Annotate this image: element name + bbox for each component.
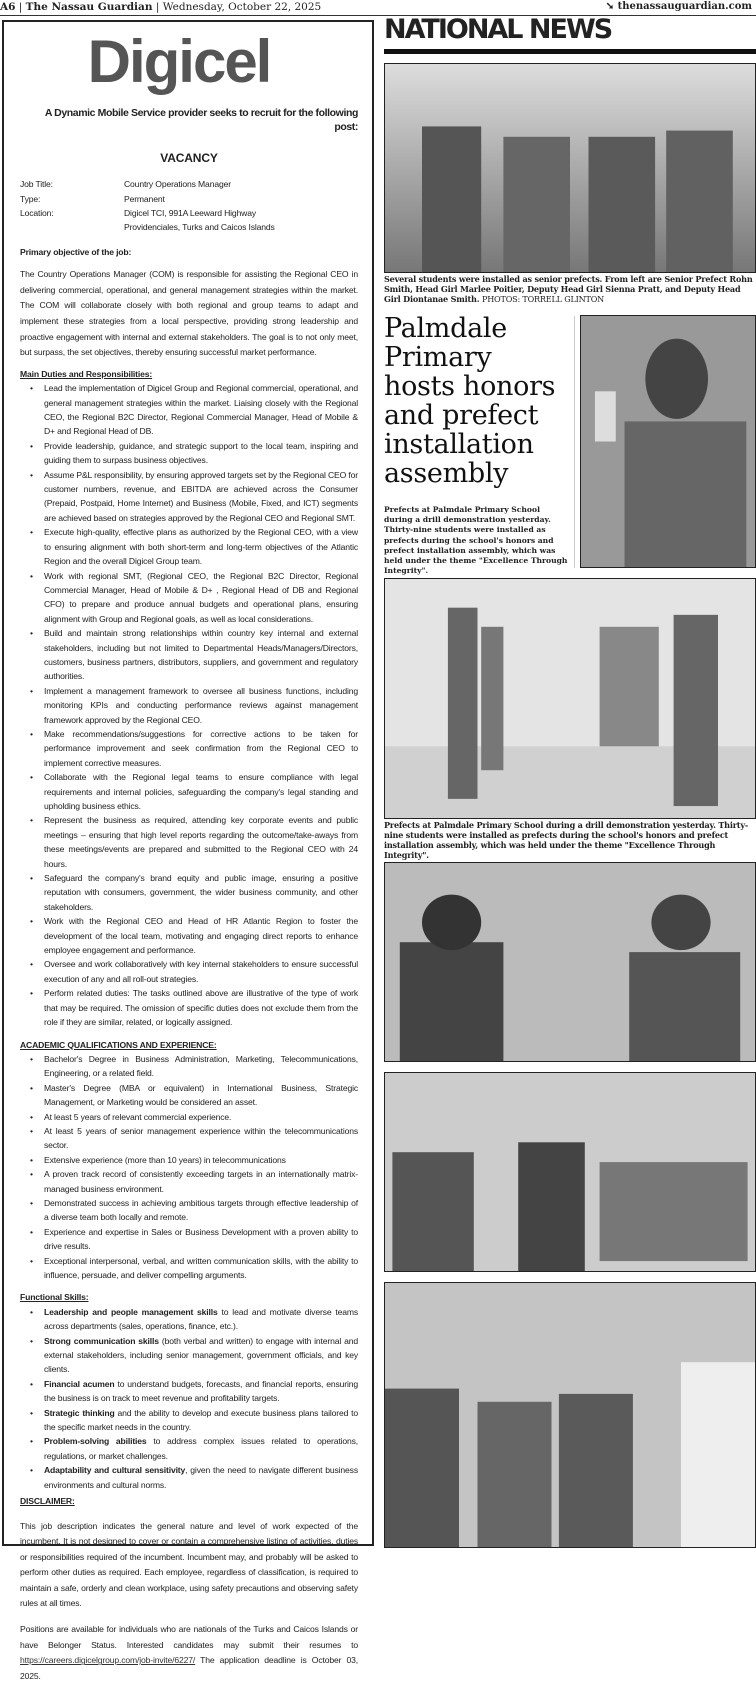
site-link[interactable]: ➘ thenassauguardian.com xyxy=(605,1,752,12)
duty-item: • Execute high-quality, effective plans as authorized by the Regional CEO, with a view to ensuring alignment with both short-term and long-term objectives of the Atlantic Region and the overall Digicel Group team. xyxy=(44,525,358,568)
duty-item: • Perform related duties: The tasks outlined above are illustrative of the type of work that may be required. The omission of specific duties does not exclude them from the role if they are similar, related, or logically assigned. xyxy=(44,986,358,1029)
duty-item: • Work with regional SMT, (Regional CEO, the Regional B2C Director, Regional Commercial Manager, Head of Mobile & D+ , Regional Head of DB and Regional CFO) to prepare and produce annual budgets and operational plans, ensuring alignment with Group and Regional goals, as well as local considerations. xyxy=(44,569,358,627)
duties-list xyxy=(20,381,358,1029)
photo-students-assembly xyxy=(384,1282,756,1548)
digicel-logo: Digicel xyxy=(87,28,271,95)
vacancy-title: VACANCY xyxy=(160,150,218,165)
national-news-section xyxy=(384,14,756,54)
skill-description: and the ability to develop and execute business plans tailored to the specific market needs in the country. xyxy=(44,1407,358,1433)
disclaimer-text: This job description indicates the general nature and level of work expected of the incumbent. It is not designed to cover or contain a comprehensive listing of activities, duties or responsibilities required of the incumbent. Incumbent may, and probably will be asked to perform other duties as required. Each employee, regardless of classification, is required to maintain a safe, orderly and clean workplace, using safety precautions and observing safety rules at all times. xyxy=(20,1520,358,1609)
job-field-value: Digicel TCI, 991A Leeward Highway xyxy=(124,208,256,219)
qualification-item: • At least 5 years of senior management experience within the telecommunications sector. xyxy=(44,1124,358,1153)
paper-name: The Nassau Guardian xyxy=(25,1,153,13)
job-fields xyxy=(20,177,358,235)
skill-name: Leadership and people management skills xyxy=(44,1306,218,1317)
qualification-item: • At least 5 years of relevant commercial experience. xyxy=(44,1110,358,1124)
photo-students-marching xyxy=(384,862,756,1062)
skill-description: to address complex issues related to operations, regulations, or market challenges. xyxy=(44,1436,358,1461)
article-headline[interactable]: Palmdale Primary hosts honors and prefect installation assembly xyxy=(384,313,556,489)
article-deck: Prefects at Palmdale Primary School during a drill demonstration yesterday. Thirty-nine students were installed as prefects during the school's honors and prefect installation assembly, which was held under the theme "Excellence Through Integrity". xyxy=(384,505,568,576)
duty-item: • Build and maintain strong relationships within country key internal and external stakeholders, including but not limited to Departmental Heads/Managers/Directors, customers, business partners, distributors, suppliers, and government and regulatory authorities. xyxy=(44,626,358,684)
skill-name: Strong communication skills xyxy=(44,1335,159,1346)
skill-description: to lead and motivate diverse teams across departments (sales, operations, finance, etc.). xyxy=(44,1306,358,1332)
duty-item: • Lead the implementation of Digicel Group and Regional commercial, operational, and general management strategies within the market. Liaising closely with the Regional CEO, the Regional B2C Director, Regional Commercial Manager, Head of Mobile & D+ and Regional Head of DB. xyxy=(44,381,358,439)
issue-date: Wednesday, October 22, 2025 xyxy=(162,1,322,13)
duty-item: • Assume P&L responsibility, by ensuring approved targets set by the Regional CEO for customer numbers, revenue, and EBITDA are achieved across the Consumer (Prepaid, Postpaid, Home Internet) and Business (Mobile, Fixed, and ICT) segments are achieved based on strategies approved by the Regional CEO and Regional SMT. xyxy=(44,468,358,526)
skill-name: Strategic thinking xyxy=(44,1407,115,1418)
skill-description: , given the need to navigate different business environments and cultural norms. xyxy=(44,1465,358,1490)
duty-item: • Implement a management framework to oversee all business functions, including monitoring KPIs and conducting performance reviews against management framework approved by the Regional CEO. xyxy=(44,684,358,727)
photo-students-lineup xyxy=(384,1072,756,1272)
skill-name: Adaptability and cultural sensitivity xyxy=(44,1465,186,1476)
photo-caption-2: Prefects at Palmdale Primary School during a drill demonstration yesterday. Thirty-nine students were installed as prefects during the school's honors and prefect installation assembly, which was held under the theme "Excellence Through Integrity". xyxy=(384,820,749,860)
skills-list xyxy=(20,1305,358,1492)
job-field-row xyxy=(20,177,358,191)
skills-heading: Functional Skills: xyxy=(20,1292,89,1303)
duty-item: • Provide leadership, guidance, and strategic support to the local team, inspiring and guiding them to surpass business objectives. xyxy=(44,439,358,468)
skill-item xyxy=(44,1406,358,1435)
job-field-row xyxy=(20,192,358,206)
closing-text: Positions are available for individuals who are nationals of the Turks and Caicos Islands or have Belonger Status. Interested candidates may submit their resumes to https://careers.digicelgroup.com/job-invite/6227/ The application deadline is October 03, 2025. xyxy=(20,1624,358,1681)
duty-item: • Oversee and work collaboratively with key internal stakeholders to ensure successful execution of any and all roll-out strategies. xyxy=(44,957,358,986)
skill-description: (both verbal and written) to engage with internal and external stakeholders, including senior management, government officials, and key clients. xyxy=(44,1335,359,1375)
skill-item xyxy=(44,1377,358,1406)
section-title: NATIONAL NEWS xyxy=(384,14,612,45)
ad-tagline: A Dynamic Mobile Service provider seeks to recruit for the following post: xyxy=(44,107,358,134)
photo-drill-demonstration xyxy=(384,578,756,819)
skill-name: Problem-solving abilities xyxy=(44,1436,147,1447)
qualifications-heading: ACADEMIC QUALIFICATIONS AND EXPERIENCE: xyxy=(20,1039,217,1050)
qualification-item: • Demonstrated success in achieving ambitious targets through effective leadership of a diverse team both locally and remote. xyxy=(44,1196,358,1225)
careers-link[interactable]: https://careers.digicelgroup.com/job-invite/6227/ xyxy=(20,1655,196,1666)
photo-caption-1: Several students were installed as senior prefects. From left are Senior Prefect Rohn Smith, Head Girl Marlee Poitier, Deputy Head Girl Sienna Pratt, and Deputy Head Girl Diontanae Smith. PHOTOS: TORRELL GLINTON xyxy=(384,274,753,304)
qualification-item: • Exceptional interpersonal, verbal, and written communication skills, with the ability to influence, persuade, and deliver compelling arguments. xyxy=(44,1254,358,1283)
qualification-item: • Bachelor's Degree in Business Administration, Marketing, Telecommunications, Engineering, or a related field. xyxy=(44,1052,358,1081)
skill-item xyxy=(44,1305,358,1334)
job-advertisement xyxy=(2,20,374,1681)
job-field-value: Country Operations Manager xyxy=(124,179,231,190)
duty-item: • Work with the Regional CEO and Head of HR Atlantic Region to foster the development of the local team, motivating and engaging direct reports to enhance employee engagement and performance. xyxy=(44,914,358,957)
column-divider xyxy=(574,316,575,568)
job-field-label: Type: xyxy=(20,193,41,204)
qualification-item: • Experience and expertise in Sales or Business Development with a proven ability to drive results. xyxy=(44,1225,358,1254)
job-field-value: Providenciales, Turks and Caicos Islands xyxy=(124,222,275,233)
duty-item: • Represent the business as required, attending key corporate events and public meetings – ensuring that high level reports regarding the outcome/take-aways from these meetings/events are prepared and submitted to the Regional CEO with 24 hours. xyxy=(44,813,358,871)
duty-item: • Collaborate with the Regional legal teams to ensure compliance with legal requirements and internal policies, safeguarding the company's legal standing and upholding business ethics. xyxy=(44,770,358,813)
skill-name: Financial acumen xyxy=(44,1378,115,1389)
objective-heading: Primary objective of the job: xyxy=(20,246,132,257)
job-field-row xyxy=(20,220,358,234)
qualifications-list xyxy=(20,1052,358,1283)
page-header: A6 | The Nassau Guardian | Wednesday, October 22, 2025 ➘ thenassauguardian.com xyxy=(0,0,756,16)
job-field-label: Location: xyxy=(20,208,54,219)
duty-item: • Make recommendations/suggestions for corrective actions to be taken for performance improvement and seek confirmation from the Regional CEO to implement corrective measures. xyxy=(44,727,358,770)
qualification-item: • A proven track record of consistently exceeding targets in an internationally matrix-managed business environment. xyxy=(44,1167,358,1196)
qualification-item: • Master's Degree (MBA or equivalent) in International Business, Strategic Management, or Marketing would be considered an asset. xyxy=(44,1081,358,1110)
qualification-item: • Extensive experience (more than 10 years) in telecommunications xyxy=(44,1153,358,1167)
photo-senior-prefects xyxy=(384,63,756,273)
disclaimer-heading: DISCLAIMER: xyxy=(20,1496,75,1507)
skill-item xyxy=(44,1434,358,1463)
duty-item: • Safeguard the company's brand equity and public image, ensuring a positive reputation with consumers, government, the wider business community, and other stakeholders. xyxy=(44,871,358,914)
photo-credit: PHOTOS: TORRELL GLINTON xyxy=(481,294,605,304)
duties-heading: Main Duties and Responsibilities: xyxy=(20,368,153,379)
job-field-label xyxy=(20,220,124,234)
page-number: A6 xyxy=(0,1,16,13)
job-field-label: Job Title: xyxy=(20,179,53,190)
section-rule xyxy=(384,49,756,54)
skill-item xyxy=(44,1463,358,1492)
photo-prefect-pledge xyxy=(580,315,756,568)
skill-description: to understand budgets, forecasts, and financial reports, ensuring the business is on track to meet revenue and profitability targets. xyxy=(44,1378,359,1404)
job-field-value: Permanent xyxy=(124,193,165,204)
objective-text: The Country Operations Manager (COM) is responsible for assisting the Regional CEO in delivering commercial, operational, and general management strategies within the market. The COM will collaborate closely with both regional and group teams to adapt and implement these strategies from a local perspective, providing strong leadership and proactive engagement with internal and external stakeholders. The goal is to not only meet, but surpass, the set objectives, thereby ensuring successful market performance. xyxy=(20,269,358,358)
job-field-row xyxy=(20,206,358,220)
skill-item xyxy=(44,1334,358,1377)
